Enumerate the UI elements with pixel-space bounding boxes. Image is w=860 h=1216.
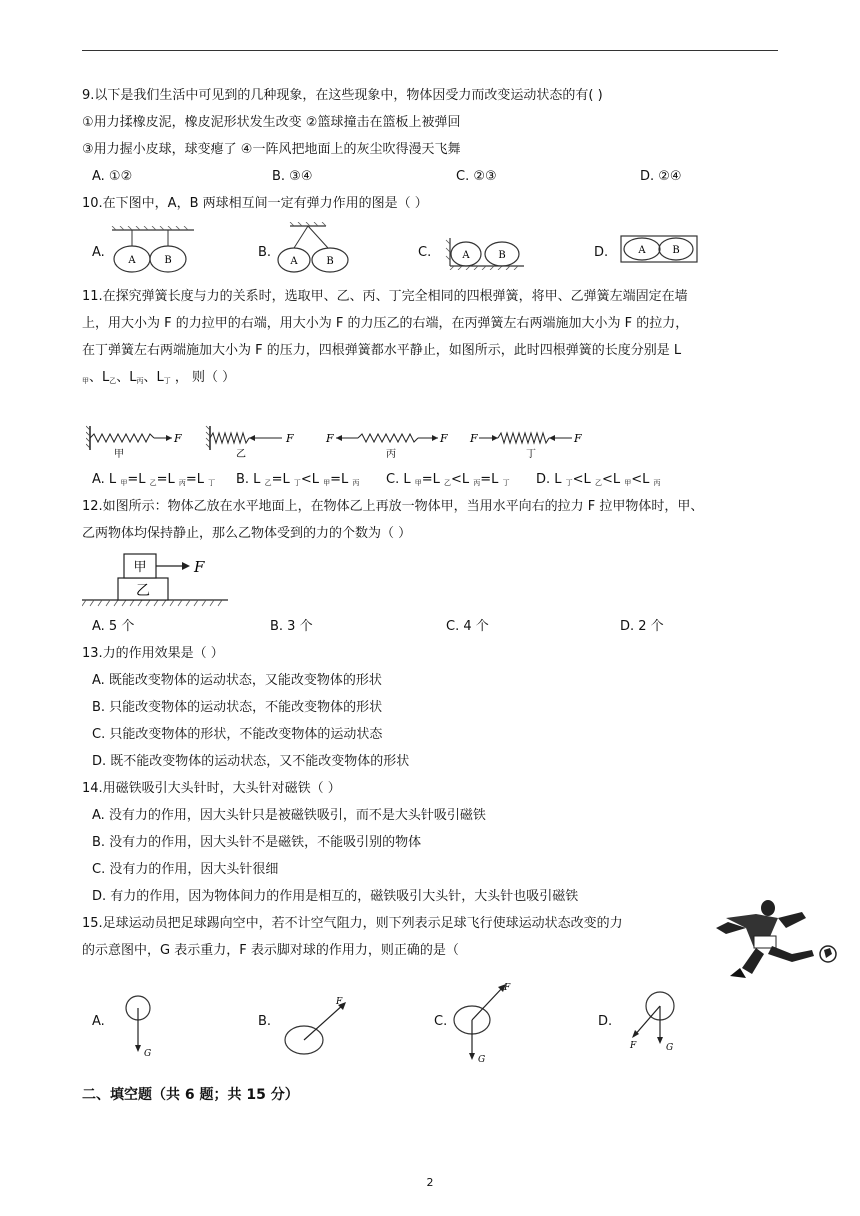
q10-figure-b <box>274 222 354 274</box>
svg-text:甲: 甲 <box>114 449 124 460</box>
q12-block-yi: 乙 <box>136 583 150 599</box>
q11-option-d[interactable]: D. L $_丁$<L $_乙$<L $_甲$<L $_丙$ <box>536 472 661 487</box>
svg-text:B: B <box>326 256 334 267</box>
q12-figure <box>82 550 232 608</box>
q11-spring-figures <box>86 424 596 460</box>
svg-text:A: A <box>462 250 470 261</box>
q13-option-c[interactable]: C. 只能改变物体的形状，不能改变物体的运动状态 <box>92 727 383 742</box>
q12-option-a[interactable]: A. 5 个 <box>92 619 135 634</box>
q12-line2: 乙两物体均保持静止，那么乙物体受到的力的个数为（ ） <box>82 526 412 541</box>
q9-line3: ③用力握小皮球，球变瘪了 ④一阵风把地面上的灰尘吹得漫天飞舞 <box>82 142 461 157</box>
q11-line2: 上，用大小为 F 的力拉甲的右端，用大小为 F 的力压乙的右端，在丙弹簧左右两端施加大小为 F 的拉力， <box>82 316 689 331</box>
ball-b-label: B <box>164 255 172 266</box>
q15-label-b[interactable]: B. <box>258 1014 272 1029</box>
q13-option-b[interactable]: B. 只能改变物体的运动状态，不能改变物体的形状 <box>92 700 383 715</box>
svg-text:F: F <box>194 558 205 576</box>
q9-option-c[interactable]: C. ②③ <box>456 169 497 184</box>
q13-option-d[interactable]: D. 既不能改变物体的运动状态，又不能改变物体的形状 <box>92 754 410 769</box>
q10-label-a[interactable]: A. <box>92 245 105 260</box>
svg-text:A: A <box>290 256 298 267</box>
q13-option-a[interactable]: A. 既能改变物体的运动状态，又能改变物体的形状 <box>92 673 382 688</box>
header-rule <box>82 50 778 51</box>
svg-text:F: F <box>174 432 182 445</box>
q12-option-b[interactable]: B. 3 个 <box>270 619 313 634</box>
q9-option-b[interactable]: B. ③④ <box>272 169 313 184</box>
q13-stem: 13.力的作用效果是（ ） <box>82 646 224 661</box>
q10-figure-a <box>108 226 198 274</box>
q11-option-c[interactable]: C. L $_甲$=L $_乙$<L $_丙$=L $_丁$ <box>386 472 510 487</box>
svg-text:G: G <box>478 1055 486 1064</box>
soccer-player-illustration <box>706 898 846 986</box>
svg-text:F: F <box>336 997 343 1007</box>
svg-text:F: F <box>470 432 478 445</box>
q14-option-d[interactable]: D. 有力的作用，因为物体间力的作用是相互的，磁铁吸引大头针，大头针也吸引磁铁 <box>92 889 579 904</box>
q10-label-c[interactable]: C. <box>418 245 432 260</box>
q9-option-d[interactable]: D. ②④ <box>640 169 682 184</box>
q15-line2: 的示意图中，G 表示重力，F 表示脚对球的作用力，则正确的是（ <box>82 943 459 958</box>
svg-text:B: B <box>672 245 680 256</box>
q11-option-a[interactable]: A. L $_甲$=L $_乙$=L $_丙$=L $_丁$ <box>92 472 216 487</box>
svg-text:A: A <box>638 245 646 256</box>
svg-text:乙: 乙 <box>236 449 246 460</box>
svg-text:G: G <box>144 1049 152 1059</box>
q10-label-b[interactable]: B. <box>258 245 272 260</box>
q15-line1: 15.足球运动员把足球踢向空中，若不计空气阻力，则下列表示足球飞行使球运动状态改变的力 <box>82 916 623 931</box>
q15-figure-d <box>620 990 690 1056</box>
svg-text:丁: 丁 <box>526 449 536 460</box>
q10-figure-d <box>618 234 700 264</box>
q12-line1: 12.如图所示：物体乙放在水平地面上，在物体乙上再放一物体甲，当用水平向右的拉力 F 拉甲物体时，甲、 <box>82 499 704 514</box>
q15-label-d[interactable]: D. <box>598 1014 613 1029</box>
svg-text:F: F <box>630 1041 637 1051</box>
q15-label-c[interactable]: C. <box>434 1014 448 1029</box>
svg-text:F: F <box>326 432 334 445</box>
section-2-title: 二、填空题（共 6 题；共 15 分） <box>82 1087 299 1103</box>
svg-text:F: F <box>574 432 582 445</box>
q10-figure-c <box>444 236 528 270</box>
q11-option-b[interactable]: B. L $_乙$=L $_丁$<L $_甲$=L $_丙$ <box>236 472 360 487</box>
svg-text:F: F <box>286 432 294 445</box>
q12-block-jia: 甲 <box>133 560 147 575</box>
q14-option-a[interactable]: A. 没有力的作用，因大头针只是被磁铁吸引，而不是大头针吸引磁铁 <box>92 808 486 823</box>
q11-line1: 11.在探究弹簧长度与力的关系时，选取甲、乙、丙、丁完全相同的四根弹簧，将甲、乙弹簧左端固定在墙 <box>82 289 688 304</box>
svg-text:丙: 丙 <box>386 449 396 460</box>
q12-option-c[interactable]: C. 4 个 <box>446 619 489 634</box>
q9-stem: 9.以下是我们生活中可见到的几种现象，在这些现象中，物体因受力而改变运动状态的有( ) <box>82 88 603 103</box>
ball-a-label: A <box>128 255 136 266</box>
page-number: 2 <box>426 1176 434 1189</box>
svg-text:F: F <box>504 983 511 993</box>
q15-label-a[interactable]: A. <box>92 1014 105 1029</box>
q15-figure-a <box>118 994 168 1060</box>
q15-figure-b <box>282 996 362 1058</box>
q14-stem: 14.用磁铁吸引大头针时，大头针对磁铁（ ） <box>82 781 341 796</box>
q15-figure-c <box>452 980 522 1064</box>
q12-option-d[interactable]: D. 2 个 <box>620 619 664 634</box>
q9-option-a[interactable]: A. ①② <box>92 169 133 184</box>
q10-label-d[interactable]: D. <box>594 245 609 260</box>
svg-text:G: G <box>666 1043 674 1053</box>
q11-line4: $_甲$、$L_乙$、$L_丙$、$L_丁$ ， 则（ ） <box>82 370 236 385</box>
svg-text:F: F <box>440 432 448 445</box>
q11-line3: 在丁弹簧左右两端施加大小为 F 的压力，四根弹簧都水平静止，如图所示，此时四根弹簧的长度分别是 L <box>82 343 682 358</box>
q14-option-c[interactable]: C. 没有力的作用，因大头针很细 <box>92 862 279 877</box>
svg-text:B: B <box>498 250 506 261</box>
q14-option-b[interactable]: B. 没有力的作用，因大头针不是磁铁，不能吸引别的物体 <box>92 835 422 850</box>
q9-line2: ①用力揉橡皮泥，橡皮泥形状发生改变 ②篮球撞击在篮板上被弹回 <box>82 115 461 130</box>
q10-stem: 10.在下图中，A，B 两球相互间一定有弹力作用的图是（ ） <box>82 196 428 211</box>
